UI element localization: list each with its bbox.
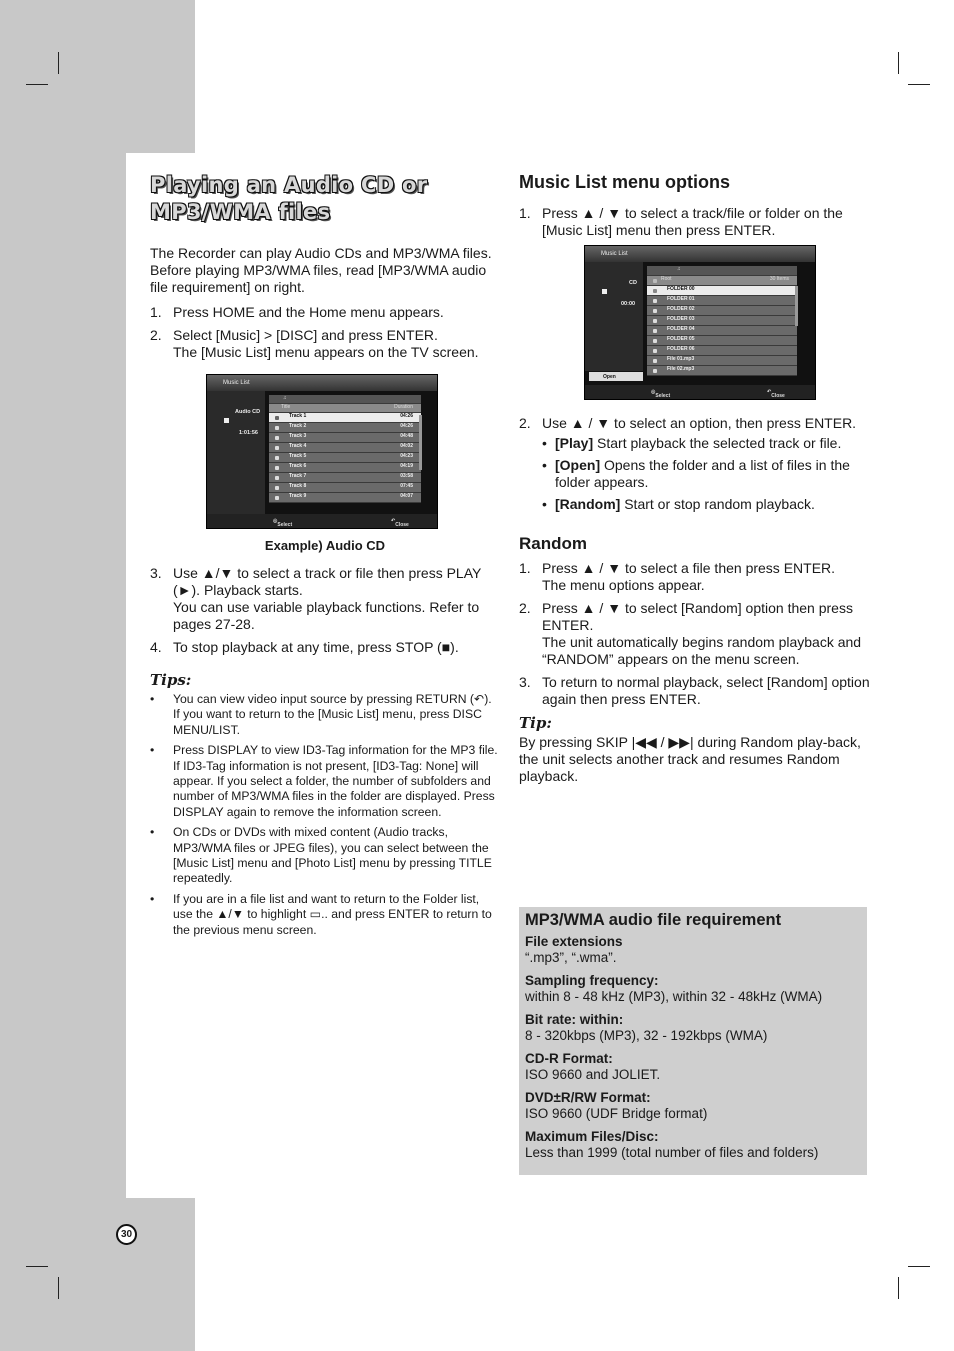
stop-indicator-icon: [224, 418, 229, 423]
folder-row: FOLDER 03: [647, 316, 797, 326]
requirement-label: File extensions: [525, 934, 623, 949]
close-hint: ↶ Close: [767, 389, 785, 399]
crop-mark: [58, 1277, 59, 1299]
disc-label: Audio CD: [235, 409, 261, 415]
crop-mark: [898, 1277, 899, 1299]
step-number: 2.: [150, 327, 162, 343]
section-heading-music-list-options: Music List menu options: [519, 172, 731, 192]
track-row: Track 6 04:19: [269, 463, 421, 473]
option-key: [Random]: [555, 496, 621, 512]
crop-mark: [58, 52, 59, 74]
step-subtext: The [Music List] menu appears on the TV screen.: [173, 344, 479, 360]
step-subtext: The unit automatically begins random playback and “RANDOM” appears on the menu screen.: [542, 634, 862, 667]
screen-title-bar: [585, 246, 815, 262]
steps-list-2: [150, 565, 500, 656]
tip-text: By pressing SKIP |◀◀ / ▶▶| during Random play-back, the unit selects another track and resumes Random playback.: [519, 734, 861, 784]
total-time: 1:01:56: [239, 430, 258, 436]
folder-row: FOLDER 01: [647, 296, 797, 306]
screen-scrollbar: [419, 415, 422, 470]
music-list-screen-image: [584, 245, 816, 400]
requirement-label: Bit rate: within:: [525, 1012, 624, 1027]
crop-mark: [908, 1266, 930, 1267]
items-count: 30 Items: [769, 276, 789, 282]
crop-mark: [26, 84, 48, 85]
tip-text: If you are in a file list and want to return to the Folder list, use the ▲/▼ to highlight ▭.. and press ENTER to return to the previous menu screen.: [173, 891, 492, 937]
step-number: 3.: [150, 565, 162, 581]
open-option-button: Open: [589, 372, 643, 381]
requirement-label: DVD±R/RW Format:: [525, 1090, 651, 1105]
track-row: Track 7 03:58: [269, 473, 421, 483]
step-text: Press HOME and the Home menu appears.: [173, 304, 444, 320]
step-item: [519, 560, 871, 594]
requirement-title: MP3/WMA audio file requirement: [525, 911, 782, 929]
options-step-2: [519, 415, 871, 432]
screen-info-panel: [585, 262, 643, 371]
step-text: Press ▲ / ▼ to select a track/file or folder on the [Music List] menu then press ENTER.: [542, 205, 843, 238]
right-column: [519, 172, 871, 785]
folder-row: FOLDER 05: [647, 336, 797, 346]
step-item: [519, 674, 871, 708]
requirement-value: within 8 - 48 kHz (MP3), within 32 - 48kHz (WMA): [525, 989, 823, 1004]
option-key: [Play]: [555, 435, 594, 451]
tips-list: [150, 692, 500, 938]
step-number: 2.: [519, 600, 531, 616]
margin-band-left: [0, 153, 126, 1198]
tips-heading: Tips:: [150, 671, 192, 689]
step-item: [519, 600, 871, 668]
column-duration: Duration: [394, 404, 413, 410]
crop-mark: [908, 84, 930, 85]
screen-scrollbar: [795, 286, 798, 326]
crop-mark: [26, 1266, 48, 1267]
options-step-1: [519, 205, 871, 239]
screen-track-list: [269, 395, 421, 503]
root-label: Root: [661, 276, 672, 282]
left-column: [150, 172, 500, 943]
step-number: 3.: [519, 674, 531, 690]
option-item: • [Random] Start or stop random playback.: [542, 496, 815, 512]
screen-title-bar: [207, 375, 437, 391]
step-number: 1.: [519, 205, 531, 221]
option-item: • [Play] Start playback the selected track or file.: [542, 435, 842, 451]
crop-mark: [898, 52, 899, 74]
folder-row: FOLDER 00: [647, 286, 797, 296]
step-text: Press ▲ / ▼ to select [Random] option then press ENTER.: [542, 600, 853, 633]
requirement-label: Maximum Files/Disc:: [525, 1129, 659, 1144]
step-item: [150, 327, 500, 361]
option-desc: Start or stop random playback.: [620, 496, 815, 512]
screen-title: Music List: [601, 251, 628, 257]
folder-row: FOLDER 04: [647, 326, 797, 336]
track-row: Track 3 04:48: [269, 433, 421, 443]
page-title: [150, 172, 500, 226]
requirement-value: ISO 9660 (UDF Bridge format): [525, 1106, 708, 1121]
figure-caption: Example) Audio CD: [264, 538, 386, 553]
screen-footer: [207, 514, 437, 528]
screen-folder-list: [647, 266, 797, 376]
requirement-label: Sampling frequency:: [525, 973, 659, 988]
step-subtext: The menu options appear.: [542, 577, 705, 593]
requirement-value: Less than 1999 (total number of files and folders): [525, 1145, 819, 1160]
tip-item: • On CDs or DVDs with mixed content (Audio tracks, MP3/WMA files or JPEG files), you can select between the [Music List] menu and [Photo List] menu by pressing TITLE repeatedly.: [150, 825, 492, 886]
step-number: 1.: [150, 304, 162, 320]
column-title: Title: [281, 404, 291, 410]
requirement-value: ISO 9660 and JOLIET.: [525, 1067, 661, 1082]
option-desc: Opens the folder and a list of files in the folder appears.: [555, 457, 850, 490]
close-hint: ↶ Close: [391, 518, 409, 528]
screen-list-header-strip: ♫: [647, 266, 797, 276]
step-item: [150, 565, 500, 633]
requirement-label: CD-R Format:: [525, 1051, 613, 1066]
section-heading-random: Random: [519, 534, 587, 553]
random-steps: [519, 560, 871, 708]
margin-band-bottom: [0, 1198, 195, 1351]
track-row: Track 8 07:45: [269, 483, 421, 493]
step-number: 4.: [150, 639, 162, 655]
step-text: Use ▲ / ▼ to select an option, then press ENTER.: [542, 415, 857, 431]
screen-column-header: [269, 404, 421, 413]
track-row: Track 2 04:26: [269, 423, 421, 433]
mp3-wma-requirement-box: [519, 907, 867, 1175]
step-text: To stop playback at any time, press STOP (■).: [173, 639, 459, 655]
option-item: • [Open] Opens the folder and a list of files in the folder appears.: [542, 457, 850, 490]
select-hint: ◎ Select: [273, 518, 293, 528]
folder-row: FOLDER 06: [647, 346, 797, 356]
requirement-value: 8 - 320kbps (MP3), 32 - 192kbps (WMA): [525, 1028, 768, 1043]
steps-list-1: [150, 304, 500, 361]
page-title-line2: MP3/WMA files: [150, 200, 331, 224]
option-desc: Start playback the selected track or file.: [593, 435, 842, 451]
requirement-value: “.mp3”, “.wma”.: [525, 950, 617, 965]
step-item: [519, 415, 871, 432]
tip-text: On CDs or DVDs with mixed content (Audio tracks, MP3/WMA files or JPEG files), you can select between the [Music List] menu and [Photo List] menu by pressing TITLE repeatedly.: [173, 825, 492, 886]
screen-footer: [585, 385, 815, 399]
cd-label: CD: [629, 280, 637, 286]
file-row: File 01.mp3: [647, 356, 797, 366]
step-subtext: You can use variable playback functions. Refer to pages 27-28.: [173, 599, 480, 632]
step-text: Use ▲/▼ to select a track or file then press PLAY (►). Playback starts.: [173, 565, 482, 598]
margin-band-top: [0, 0, 195, 153]
step-item: [150, 639, 500, 656]
select-hint: ◎ Select: [651, 389, 671, 399]
tip-item: • Press DISPLAY to view ID3-Tag information for the MP3 file. If ID3-Tag information is not present, [ID3-Tag: None] will appear. If you select a folder, the number of subfolders and number of MP3/WMA files in the folder are displayed. Press DISPLAY again to remove the information screen.: [150, 743, 498, 819]
stop-indicator-icon: [602, 289, 607, 294]
option-key: [Open]: [555, 457, 601, 473]
intro-text: The Recorder can play Audio CDs and MP3/WMA files. Before playing MP3/WMA files, read [MP3/WMA audio file requirement] on right.: [150, 245, 492, 295]
page-number: 30: [116, 1224, 137, 1245]
step-text: Select [Music] > [DISC] and press ENTER.: [173, 327, 438, 343]
folder-row: FOLDER 02: [647, 306, 797, 316]
options-list: [519, 435, 871, 513]
tip-heading: Tip:: [519, 714, 552, 732]
time-display: 00:00: [621, 301, 636, 307]
track-row: Track 4 04:02: [269, 443, 421, 453]
page-title-line1: Playing an Audio CD or: [150, 173, 428, 197]
track-row: Track 9 04:07: [269, 493, 421, 503]
tip-text: Press DISPLAY to view ID3-Tag information for the MP3 file. If ID3-Tag information is not present, [ID3-Tag: None] will appear. If you select a folder, the number of subfolders and number of MP3/WMA files in the folder are displayed. Press DISPLAY again to remove the information screen.: [173, 743, 498, 819]
step-number: 1.: [519, 560, 531, 576]
track-row: Track 5 04:23: [269, 453, 421, 463]
step-text: To return to normal playback, select [Random] option again then press ENTER.: [542, 674, 870, 707]
tip-text: You can view video input source by pressing RETURN (↶). If you want to return to the [Music List] menu, press DISC MENU/LIST.: [173, 692, 492, 737]
track-row: Track 1 04:26: [269, 413, 421, 423]
tip-item: • If you are in a file list and want to return to the Folder list, use the ▲/▼ to highlight ▭.. and press ENTER to return to the previous menu screen.: [150, 891, 492, 937]
step-number: 2.: [519, 415, 531, 431]
step-text: Press ▲ / ▼ to select a file then press ENTER.: [542, 560, 836, 576]
file-row: File 02.mp3: [647, 366, 797, 376]
audio-cd-screen-image: [206, 374, 438, 529]
screen-list-header-strip: ♫: [269, 395, 421, 404]
step-item: [519, 205, 871, 239]
screen-path-header: [647, 276, 797, 286]
step-item: [150, 304, 500, 321]
tip-item: • You can view video input source by pressing RETURN (↶). If you want to return to the [Music List] menu, press DISC MENU/LIST.: [150, 692, 492, 737]
screen-title: Music List: [223, 380, 250, 386]
